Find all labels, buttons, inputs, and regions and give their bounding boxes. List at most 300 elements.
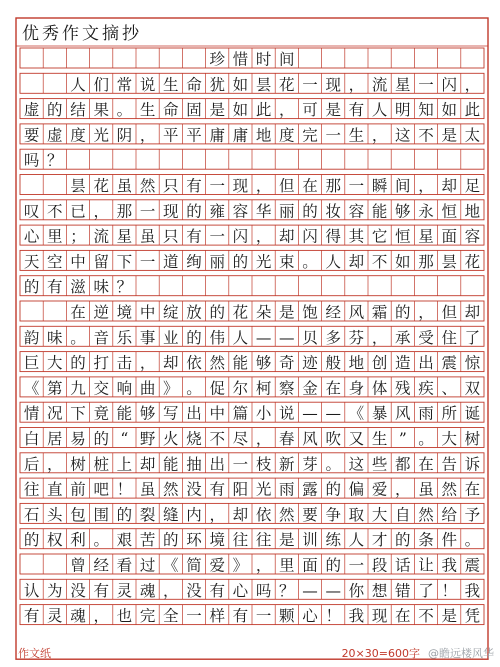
grid-character: 《 bbox=[23, 379, 40, 398]
grid-character: 吹 bbox=[325, 430, 341, 448]
grid-character: — bbox=[255, 328, 272, 347]
grid-row bbox=[20, 579, 484, 600]
grid-character: 是 bbox=[209, 101, 225, 120]
grid-character: ？ bbox=[116, 278, 133, 297]
grid-character: 妆 bbox=[325, 202, 341, 221]
grid-character: 只 bbox=[163, 227, 179, 246]
grid-character: 居 bbox=[47, 430, 63, 448]
grid-character: 在 bbox=[70, 303, 86, 322]
grid-character: 的 bbox=[395, 303, 411, 322]
grid-character: 够 bbox=[139, 404, 156, 423]
grid-character: ， bbox=[348, 75, 365, 94]
grid-character: 味 bbox=[47, 328, 63, 347]
grid-character: 却 bbox=[464, 303, 481, 322]
grid-character: ， bbox=[93, 607, 109, 626]
grid-character: 话 bbox=[395, 556, 411, 575]
grid-character: 权 bbox=[47, 531, 63, 550]
grid-character: 却 bbox=[232, 505, 249, 524]
grid-character: 绽 bbox=[163, 303, 179, 322]
grid-character: ， bbox=[163, 581, 179, 600]
grid-character: 生 bbox=[139, 101, 156, 120]
grid-character: ， bbox=[255, 430, 272, 448]
grid-character: 你 bbox=[348, 581, 365, 600]
grid-character: 取 bbox=[348, 505, 365, 524]
grid-character: 闪 bbox=[441, 75, 457, 94]
grid-character: 雨 bbox=[279, 480, 295, 499]
grid-row bbox=[20, 149, 484, 170]
grid-character: 给 bbox=[441, 505, 457, 524]
grid-character: 。 bbox=[186, 379, 202, 398]
grid-character: 打 bbox=[93, 354, 109, 373]
grid-character: ！ bbox=[441, 581, 457, 600]
grid-character: 那 bbox=[325, 177, 341, 195]
grid-character: 伟 bbox=[209, 328, 225, 347]
grid-character: 星 bbox=[395, 75, 411, 94]
grid-character: — bbox=[302, 581, 318, 600]
grid-character: 大 bbox=[371, 505, 388, 524]
grid-character: ， bbox=[464, 75, 481, 94]
grid-character: 如 bbox=[232, 75, 249, 94]
grid-character: 光 bbox=[93, 126, 109, 145]
grid-row bbox=[20, 225, 484, 246]
grid-character: 出 bbox=[209, 455, 225, 474]
grid-character: 告 bbox=[441, 455, 457, 474]
grid-character: 裂 bbox=[139, 505, 156, 524]
grid-character: 天 bbox=[23, 252, 40, 271]
grid-character: 在 bbox=[395, 607, 411, 626]
grid-character: 直 bbox=[47, 480, 63, 499]
grid-character: 错 bbox=[395, 581, 411, 600]
grid-character: 。 bbox=[418, 430, 434, 448]
grid-character: 交 bbox=[93, 379, 109, 398]
grid-character: 能 bbox=[232, 354, 249, 373]
grid-character: 抽 bbox=[186, 455, 202, 474]
grid-character: 《 bbox=[348, 404, 365, 423]
grid-row bbox=[20, 352, 484, 373]
grid-character: 是 bbox=[325, 101, 341, 120]
grid-character: 震 bbox=[441, 354, 457, 373]
grid-character: 金 bbox=[302, 379, 318, 398]
grid-character: 恒 bbox=[395, 227, 411, 246]
grid-character: 心 bbox=[302, 607, 318, 626]
grid-row bbox=[20, 200, 484, 221]
grid-character: 。 bbox=[116, 101, 133, 120]
grid-character: 白 bbox=[23, 430, 40, 448]
grid-character: 暴 bbox=[371, 404, 388, 423]
grid-character: 地 bbox=[348, 354, 365, 373]
grid-character: 的 bbox=[186, 202, 202, 221]
grid-row bbox=[20, 402, 484, 423]
grid-row bbox=[20, 605, 484, 626]
grid-row bbox=[20, 377, 484, 398]
grid-character: 人 bbox=[232, 328, 249, 347]
grid-character: 昙 bbox=[255, 75, 272, 94]
grid-character: 了 bbox=[418, 581, 434, 600]
grid-character: 有 bbox=[47, 278, 63, 297]
grid-character: ， bbox=[209, 505, 225, 524]
grid-character: ， bbox=[47, 455, 63, 474]
grid-character: — bbox=[325, 581, 341, 600]
grid-row bbox=[20, 301, 484, 322]
grid-character: 星 bbox=[116, 227, 133, 246]
grid-character: 了 bbox=[464, 328, 481, 347]
grid-character: 吗 bbox=[255, 581, 272, 600]
grid-character: “ bbox=[120, 430, 129, 448]
grid-character: ， bbox=[395, 480, 411, 499]
grid-character: 小 bbox=[255, 404, 272, 423]
grid-character: 往 bbox=[232, 531, 249, 550]
grid-character: 瞬 bbox=[371, 177, 388, 195]
grid-character: 魂 bbox=[139, 581, 156, 600]
grid-character: 创 bbox=[371, 354, 388, 373]
grid-character: 命 bbox=[163, 101, 179, 120]
grid-character: 华 bbox=[255, 202, 272, 221]
grid-character: 叹 bbox=[23, 202, 40, 221]
grid-character: 束 bbox=[279, 252, 295, 271]
grid-character: ， bbox=[139, 354, 156, 373]
grid-character: 永 bbox=[418, 202, 434, 221]
grid-row bbox=[20, 529, 484, 550]
grid-character: 道 bbox=[163, 252, 179, 271]
grid-character: 星 bbox=[418, 227, 434, 246]
grid-character: 看 bbox=[116, 556, 133, 575]
grid-character: 出 bbox=[418, 354, 434, 373]
grid-character: 诉 bbox=[464, 455, 481, 474]
grid-character: 双 bbox=[464, 379, 481, 398]
grid-row bbox=[20, 250, 484, 271]
grid-character: 然 bbox=[279, 505, 295, 524]
grid-character: 包 bbox=[70, 505, 86, 524]
grid-character: 的 bbox=[302, 202, 318, 221]
grid-character: 闪 bbox=[232, 227, 249, 246]
grid-character: 多 bbox=[325, 328, 341, 347]
grid-character: 也 bbox=[116, 607, 133, 626]
grid-character: 只 bbox=[163, 177, 179, 195]
grid-character: ， bbox=[418, 303, 434, 322]
grid-character: 的 bbox=[116, 505, 133, 524]
grid-character: 件 bbox=[441, 531, 457, 550]
grid-character: 写 bbox=[163, 404, 179, 423]
grid-character: 我 bbox=[441, 556, 457, 575]
grid-character: 人 bbox=[348, 531, 365, 550]
grid-character: 的 bbox=[70, 354, 86, 373]
grid-character: 面 bbox=[302, 556, 318, 575]
grid-character: 们 bbox=[93, 75, 109, 94]
grid-character: 度 bbox=[70, 126, 86, 145]
grid-character: 却 bbox=[279, 227, 295, 246]
grid-character: 承 bbox=[395, 328, 411, 347]
grid-row bbox=[20, 48, 484, 69]
grid-character: 我 bbox=[464, 581, 481, 600]
grid-character: 中 bbox=[70, 252, 86, 271]
grid-character: 逆 bbox=[93, 303, 109, 322]
grid-character: 然 bbox=[418, 505, 434, 524]
grid-character: 。 bbox=[93, 531, 109, 550]
grid-character: 的 bbox=[23, 278, 40, 297]
grid-character: 绚 bbox=[186, 252, 202, 271]
grid-character: 段 bbox=[371, 556, 388, 575]
grid-character: 留 bbox=[93, 252, 109, 271]
grid-character: — bbox=[325, 404, 341, 423]
grid-character: 头 bbox=[47, 505, 63, 524]
grid-character: 竟 bbox=[93, 404, 109, 423]
grid-character: 能 bbox=[163, 455, 179, 474]
grid-character: 曲 bbox=[139, 379, 156, 398]
grid-character: 露 bbox=[302, 480, 318, 499]
grid-character: 的 bbox=[395, 531, 411, 550]
grid-row bbox=[20, 124, 484, 144]
grid-character: 是 bbox=[279, 303, 295, 322]
grid-character: 要 bbox=[302, 505, 318, 524]
grid-character: 虽 bbox=[418, 480, 434, 499]
grid-character: 如 bbox=[395, 252, 411, 271]
grid-character: 依 bbox=[255, 505, 272, 524]
grid-character: 一 bbox=[232, 455, 249, 474]
grid-character: 如 bbox=[232, 101, 249, 120]
grid-character: 生 bbox=[163, 75, 179, 94]
grid-character: 现 bbox=[232, 177, 249, 195]
grid-character: 光 bbox=[255, 252, 272, 271]
grid-character: ， bbox=[371, 126, 388, 145]
grid-character: 业 bbox=[163, 328, 179, 347]
grid-character: 烧 bbox=[186, 430, 202, 448]
grid-character: 都 bbox=[395, 455, 411, 474]
grid-character: 庸 bbox=[209, 126, 225, 145]
grid-character: 才 bbox=[371, 531, 388, 550]
grid-character: 认 bbox=[23, 581, 40, 600]
grid-character: 有 bbox=[209, 480, 225, 499]
grid-character: 生 bbox=[371, 430, 388, 448]
grid-character: 春 bbox=[279, 430, 295, 448]
grid-character: 放 bbox=[186, 303, 202, 322]
grid-character: 心 bbox=[232, 581, 249, 600]
grid-character: ， bbox=[139, 126, 156, 145]
grid-character: 缝 bbox=[163, 505, 179, 524]
grid-character: 简 bbox=[186, 556, 202, 575]
grid-character: 却 bbox=[441, 177, 457, 195]
grid-character: 没 bbox=[186, 581, 202, 600]
grid-character: 一 bbox=[255, 607, 272, 626]
grid-character: 其 bbox=[348, 227, 365, 246]
grid-character: 一 bbox=[348, 177, 365, 195]
grid-character: 风 bbox=[395, 404, 411, 423]
grid-character: 犹 bbox=[209, 75, 225, 94]
grid-character: 然 bbox=[163, 480, 179, 499]
grid-character: 灵 bbox=[116, 581, 133, 600]
grid-character: 这 bbox=[395, 126, 411, 145]
grid-character: 响 bbox=[116, 379, 133, 398]
grid-character: 是 bbox=[279, 531, 295, 550]
grid-character: 却 bbox=[163, 354, 179, 373]
grid-character: 一 bbox=[418, 75, 434, 94]
grid-character: 一 bbox=[139, 252, 156, 271]
grid-character: 经 bbox=[325, 303, 341, 322]
grid-character: 下 bbox=[116, 252, 133, 271]
grid-character: 》 bbox=[232, 556, 249, 575]
grid-character: 里 bbox=[47, 227, 63, 246]
grid-character: 内 bbox=[186, 505, 202, 524]
grid-character: 却 bbox=[348, 252, 365, 271]
grid-character: 一 bbox=[209, 227, 225, 246]
grid-row bbox=[20, 478, 484, 499]
grid-character: 想 bbox=[371, 581, 388, 600]
grid-character: 促 bbox=[209, 379, 225, 398]
grid-character: 丽 bbox=[279, 202, 295, 221]
grid-character: 中 bbox=[139, 303, 156, 322]
grid-character: 。 bbox=[325, 455, 341, 474]
grid-character: 虽 bbox=[116, 177, 133, 195]
grid-character: 的 bbox=[325, 556, 341, 575]
grid-character: 阴 bbox=[116, 126, 133, 145]
grid-character: 不 bbox=[371, 252, 388, 271]
grid-character: ， bbox=[418, 177, 434, 195]
grid-character: 苦 bbox=[139, 531, 156, 550]
grid-character: — bbox=[279, 328, 295, 347]
grid-character: 依 bbox=[186, 354, 202, 373]
grid-character: 况 bbox=[47, 404, 63, 423]
grid-character: 受 bbox=[418, 328, 434, 347]
grid-character: 乐 bbox=[116, 328, 133, 347]
grid-character: 光 bbox=[255, 480, 272, 499]
grid-character: 没 bbox=[70, 581, 86, 600]
grid-character: 大 bbox=[441, 430, 457, 448]
grid-row bbox=[20, 73, 484, 94]
grid-character: 身 bbox=[348, 379, 365, 398]
grid-character: 凭 bbox=[464, 607, 481, 626]
grid-character: 。 bbox=[70, 328, 86, 347]
grid-character: 花 bbox=[279, 75, 295, 94]
grid-character: 此 bbox=[255, 101, 272, 120]
grid-character: 柯 bbox=[255, 379, 272, 398]
grid-character: — bbox=[302, 404, 318, 423]
grid-character: 一 bbox=[348, 556, 365, 575]
grid-character: ， bbox=[279, 101, 295, 120]
grid-character: 残 bbox=[395, 379, 411, 398]
grid-character: ， bbox=[93, 202, 109, 221]
grid-character: 吗 bbox=[23, 151, 40, 170]
grid-row bbox=[20, 276, 484, 297]
grid-character: 惜 bbox=[232, 50, 249, 69]
grid-character: 生 bbox=[348, 126, 365, 145]
grid-character: 芬 bbox=[348, 328, 365, 347]
grid-character: 那 bbox=[116, 202, 133, 221]
grid-character: 不 bbox=[47, 202, 63, 221]
grid-character: 面 bbox=[441, 227, 457, 246]
grid-row bbox=[20, 175, 484, 196]
grid-character: 明 bbox=[395, 101, 411, 120]
grid-character: 能 bbox=[371, 202, 388, 221]
grid-character: 围 bbox=[93, 505, 109, 524]
grid-character: 一 bbox=[209, 177, 225, 195]
watermark: @瞻远楼风华 bbox=[428, 647, 494, 660]
grid-character: 空 bbox=[47, 252, 63, 271]
grid-character: 风 bbox=[302, 430, 318, 448]
grid-character: 枝 bbox=[255, 455, 272, 474]
grid-character: 样 bbox=[209, 607, 225, 626]
grid-character: 时 bbox=[255, 50, 272, 69]
grid-character: ” bbox=[398, 430, 407, 448]
grid-character: 惊 bbox=[464, 354, 481, 373]
grid-character: 的 bbox=[163, 531, 179, 550]
grid-character: ； bbox=[70, 227, 86, 246]
grid-character: 的 bbox=[47, 101, 63, 120]
grid-character: 在 bbox=[464, 480, 481, 499]
grid-character: 平 bbox=[163, 126, 179, 145]
grid-character: 曾 bbox=[70, 556, 86, 575]
grid-character: 芽 bbox=[302, 455, 318, 474]
grid-character: 有 bbox=[209, 581, 225, 600]
grid-character: 在 bbox=[325, 379, 341, 398]
grid-character: 。 bbox=[464, 531, 481, 550]
grid-character: 可 bbox=[302, 101, 318, 120]
grid-character: 下 bbox=[70, 404, 86, 423]
grid-character: 间 bbox=[279, 50, 295, 69]
grid-character: 巨 bbox=[23, 354, 40, 373]
grid-character: ？ bbox=[279, 581, 295, 600]
grid-character: 容 bbox=[464, 227, 481, 246]
grid-character: 没 bbox=[186, 480, 202, 499]
grid-character: ， bbox=[255, 227, 272, 246]
grid-character: 完 bbox=[139, 607, 156, 626]
grid-character: 察 bbox=[279, 379, 295, 398]
grid-character: 所 bbox=[441, 404, 457, 423]
grid-character: 有 bbox=[186, 227, 202, 246]
grid-character: 昙 bbox=[441, 252, 457, 271]
grid-character: 上 bbox=[116, 455, 133, 474]
grid-character: ！ bbox=[116, 480, 133, 499]
grid-character: 。 bbox=[302, 252, 318, 271]
grid-character: 一 bbox=[325, 126, 341, 145]
grid-character: 太 bbox=[464, 126, 481, 145]
grid-character: 尔 bbox=[232, 379, 249, 398]
grid-character: 花 bbox=[232, 303, 249, 322]
grid-character: 说 bbox=[139, 75, 156, 94]
grid-character: 、 bbox=[441, 379, 457, 398]
grid-character: 往 bbox=[23, 480, 40, 499]
grid-character: 韵 bbox=[23, 328, 40, 347]
grid-character: 现 bbox=[325, 75, 341, 94]
grid-character: 流 bbox=[371, 75, 388, 94]
grid-character: 一 bbox=[302, 75, 318, 94]
grid-character: 现 bbox=[163, 202, 179, 221]
grid-character: 在 bbox=[418, 455, 434, 474]
grid-character: 如 bbox=[441, 101, 457, 120]
grid-character: 现 bbox=[371, 607, 388, 626]
grid-character: 味 bbox=[93, 278, 109, 297]
grid-character: 然 bbox=[209, 354, 225, 373]
grid-character: 石 bbox=[23, 505, 40, 524]
grid-character: 自 bbox=[395, 505, 411, 524]
grid-character: 住 bbox=[441, 328, 457, 347]
grid-character: 境 bbox=[209, 531, 225, 550]
grid-row bbox=[20, 326, 484, 347]
grid-character: 固 bbox=[186, 101, 202, 120]
grid-character: 是 bbox=[441, 126, 457, 145]
grid-character: 不 bbox=[418, 126, 434, 145]
grid-character: 说 bbox=[279, 404, 295, 423]
grid-character: 篇 bbox=[232, 404, 249, 423]
grid-character: 知 bbox=[418, 101, 434, 120]
grid-row bbox=[20, 554, 484, 575]
grid-character: 新 bbox=[279, 455, 295, 474]
grid-character: 魂 bbox=[70, 607, 86, 626]
grid-character: 人 bbox=[70, 75, 86, 94]
grid-character: 昙 bbox=[70, 177, 86, 195]
grid-character: 火 bbox=[163, 430, 179, 448]
grid-character: 有 bbox=[23, 607, 40, 626]
grid-character: 我 bbox=[348, 607, 365, 626]
grid-character: 容 bbox=[348, 202, 365, 221]
